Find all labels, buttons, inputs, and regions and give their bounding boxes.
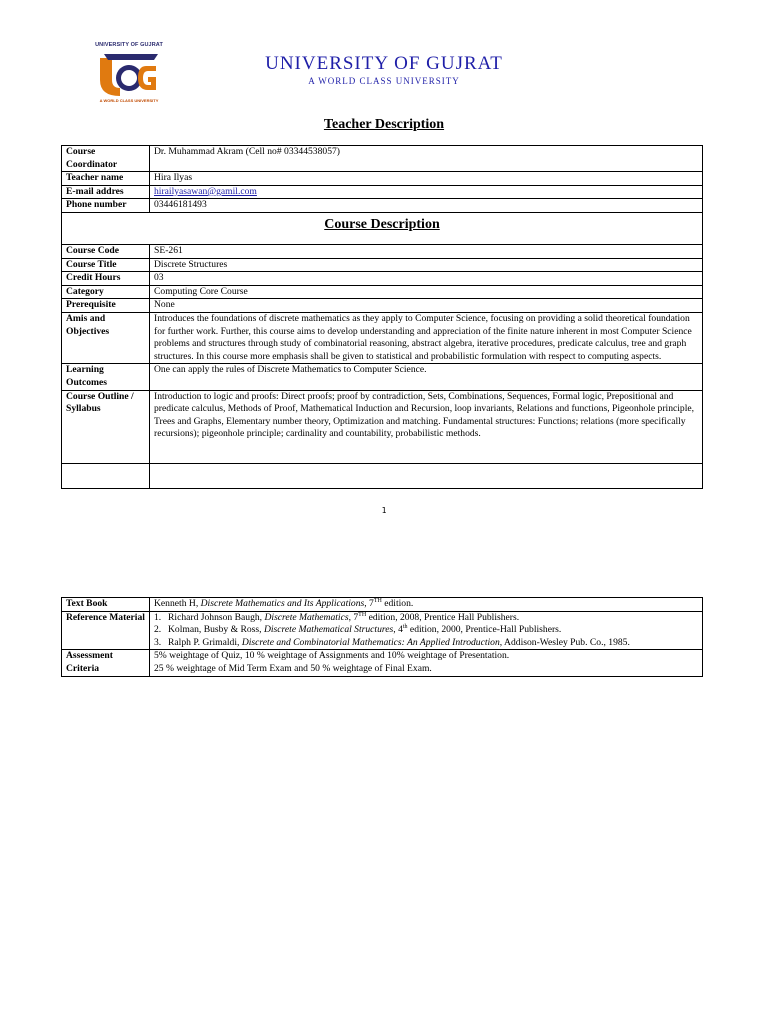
table-row [62,364,703,390]
table-row [62,312,703,363]
row-value: None [150,299,703,313]
table-row [62,650,703,676]
table-row [62,244,703,258]
table-row [62,172,703,186]
row-value [150,650,703,676]
university-title: UNIVERSITY OF GUJRAT [265,53,503,74]
list-item [154,612,698,625]
ref-edition: , 7 [348,611,359,623]
table-row [62,146,703,172]
row-label: Assessment Criteria [62,650,150,676]
ref-sup: TH [358,611,367,618]
assessment-line: 25 % weightage of Mid Term Exam and 50 % weightage of Final Exam. [154,662,432,674]
table-row [62,199,703,213]
list-item [154,637,698,650]
table-row [62,212,703,244]
row-label: Course Coordinator [62,146,150,172]
course-description-heading: Course Description [324,216,440,232]
ref-title: Discrete Mathematical Structures [263,624,394,636]
row-value [150,611,703,650]
teacher-description-heading: Teacher Description [323,117,445,132]
table-row [62,463,703,488]
ref-author: Richard Johnson Baugh, [168,611,265,623]
row-value: Introduces the foundations of discrete mathematics as they apply to Computer Science, focusing on providing a solid theoretical foundation for further work. Further, this course aims to develop understanding and appreciation of the finite nature inherent in most Computer Science problems and structures through study of combinatorial reasoning, abstract algebra, iterative procedures, predicate calculus, tree and graph structures. In this course more emphasis shall be given to statistical and probabilistic formulation with respect to computing aspects. [150,312,703,363]
empty-cell [150,463,703,488]
table-row [62,611,703,650]
list-number: 3. [154,636,162,648]
row-label: Amis and Objectives [62,312,150,363]
row-value [150,598,703,612]
row-label: Learning Outcomes [62,364,150,390]
text-book-title: Discrete Mathematics and Its Applications [200,598,365,609]
row-value [150,185,703,199]
ref-sup: th [402,624,408,630]
row-value: 03446181493 [150,199,703,213]
assessment-line: 5% weightage of Quiz, 10 % weightage of Assignments and 10% weightage of Presentation. [154,650,510,662]
table-row [62,390,703,463]
empty-cell [62,463,150,488]
ref-author: Ralph P. Grimaldi, [168,636,242,648]
ref-suffix: edition, 2008, Prentice Hall Publishers. [366,611,520,623]
text-book-edition: , 7 [364,598,374,609]
table-row [62,285,703,299]
row-label: Prerequisite [62,299,150,313]
row-value: 03 [150,272,703,286]
row-value: SE-261 [150,244,703,258]
list-number: 2. [154,624,162,636]
text-book-suffix: edition. [381,598,414,609]
row-value: Hira Ilyas [150,172,703,186]
ref-title: Discrete and Combinatorial Mathematics: An Applied Introduction [241,636,500,648]
logo-top-text: UNIVERSITY OF GUJRAT [95,42,163,48]
row-value: Dr. Muhammad Akram (Cell no# 03344538057) [150,146,703,172]
row-value: Computing Core Course [150,285,703,299]
row-label: Category [62,285,150,299]
page-number: 1 [381,506,387,515]
university-subtitle: A WORLD CLASS UNIVERSITY [308,76,460,86]
row-label: Course Outline / Syllabus [62,390,150,463]
logo-bottom-text: A WORLD CLASS UNIVERSITY [99,98,159,103]
row-value: Discrete Structures [150,258,703,272]
row-value: One can apply the rules of Discrete Mathematics to Computer Science. [150,364,703,390]
row-label: Course Title [62,258,150,272]
row-label: E-mail addres [62,185,150,199]
table-row [62,299,703,313]
text-book-author: Kenneth H, [154,598,201,609]
table-row [62,185,703,199]
row-label: Reference Material [62,611,150,650]
text-book-sup: TH [373,597,382,604]
row-label: Credit Hours [62,272,150,286]
list-item [154,624,698,637]
row-value: Introduction to logic and proofs: Direct proofs; proof by contradiction, Sets, Combinations, Sequences, Formal logic, Prepositional and predicate calculus, Methods of Proof, Mathematical Induction and Recursion, loop invariants, Relations and functions, Pigeonhole principle, Trees and Graphs, Elementary number theory, Optimization and matching. Fundamental structures: Functions; relations (more specifically recursions); pigeonhole principle; cardinality and countability, probabilistic methods. [150,390,703,463]
course-info-table [61,145,703,489]
table-row [62,258,703,272]
row-label: Text Book [62,598,150,612]
row-label: Teacher name [62,172,150,186]
references-table [61,597,703,677]
email-link[interactable]: hirailyasawan@gamil.com [154,185,257,197]
ref-title: Discrete Mathematics [264,611,349,623]
row-label: Phone number [62,199,150,213]
ref-edition: , 4 [393,624,403,636]
ref-edition: , Addison-Wesley Pub. Co., 1985. [499,636,630,648]
table-row [62,598,703,612]
ref-suffix: edition, 2000, Prentice-Hall Publishers. [407,624,562,636]
list-number: 1. [154,611,162,623]
ref-author: Kolman, Busby & Ross, [168,624,264,636]
table-row [62,272,703,286]
course-description-cell [62,212,703,244]
row-label: Course Code [62,244,150,258]
